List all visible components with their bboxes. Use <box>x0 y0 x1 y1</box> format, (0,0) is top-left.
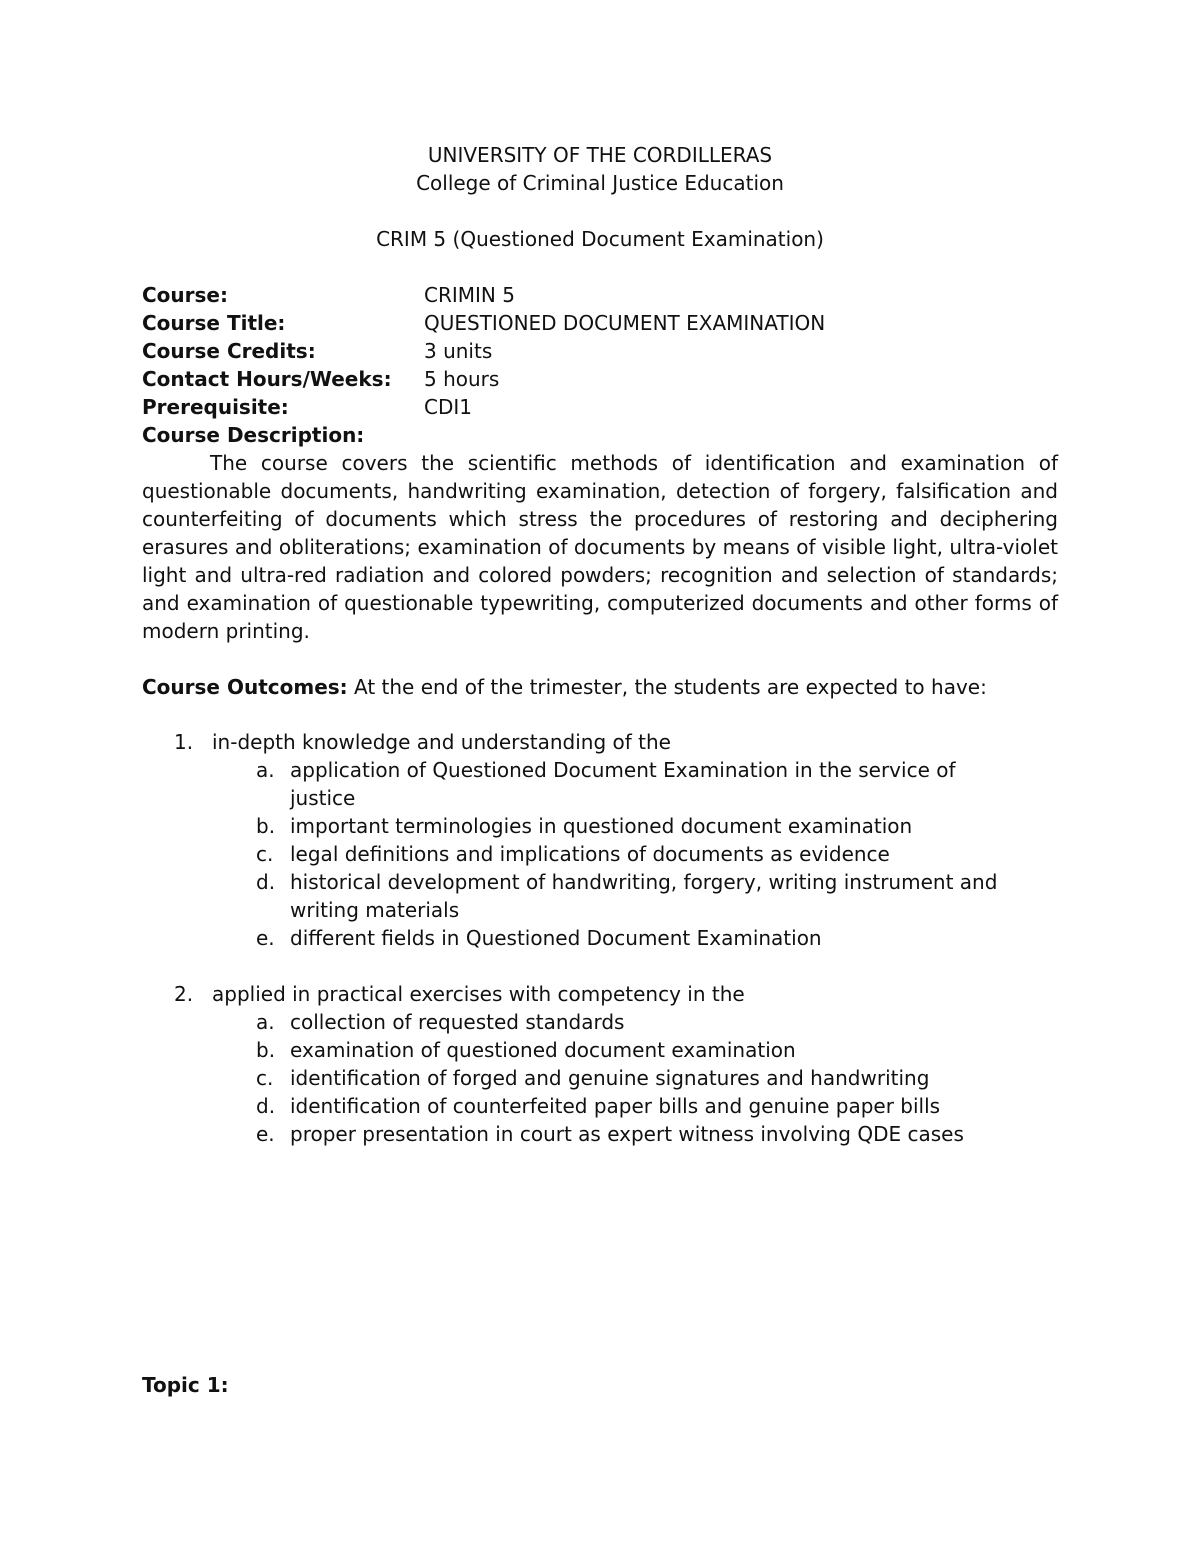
list-item-letter: e. <box>256 926 275 950</box>
college-name: College of Criminal Justice Education <box>416 171 784 195</box>
list-item <box>174 1036 1020 1064</box>
list-item-letter: e. <box>256 1122 275 1146</box>
prerequisite-label: Prerequisite: <box>142 395 289 419</box>
list-item-text: legal definitions and implications of documents as evidence <box>290 842 890 866</box>
list-item-text: important terminologies in questioned document examination <box>290 814 913 838</box>
outcome-heading <box>174 980 1020 1008</box>
list-item <box>174 1064 1020 1092</box>
list-item <box>174 924 1020 952</box>
list-item-text: proper presentation in court as expert witness involving QDE cases <box>290 1122 964 1146</box>
list-item-letter: a. <box>256 758 275 782</box>
course-credits-label: Course Credits: <box>142 339 316 363</box>
course-value: CRIMIN 5 <box>424 283 515 307</box>
outcome-sublist <box>174 1008 1020 1148</box>
list-item-text: historical development of handwriting, forgery, writing instrument and writing materials <box>290 870 998 922</box>
course-outcomes-intro <box>142 673 987 701</box>
contact-hours-value: 5 hours <box>424 367 500 391</box>
list-item-letter: c. <box>256 842 274 866</box>
course-description-text: The course covers the scientific methods of identification and examination of questionable documents, handwriting examination, detection of forgery, falsification and counterfeiting of documents which stress the procedures of restoring and deciphering erasures and obliterations; examination of documents by means of visible light, ultra-violet light and ultra-red radiation and colored powders; recognition and selection of standards; and examination of questionable typewriting, computerized documents and other forms of modern printing. <box>142 451 1058 643</box>
list-item-letter: c. <box>256 1066 274 1090</box>
course-label: Course: <box>142 283 228 307</box>
list-item <box>174 1008 1020 1036</box>
outcome-item <box>174 980 1020 1148</box>
outcome-text: applied in practical exercises with competency in the <box>212 982 745 1006</box>
course-outcomes-intro-text: At the end of the trimester, the students are expected to have: <box>347 675 987 699</box>
course-title-label: Course Title: <box>142 311 286 335</box>
list-item-text: different fields in Questioned Document Examination <box>290 926 822 950</box>
list-item-letter: d. <box>256 870 276 894</box>
list-item <box>174 812 1020 840</box>
outcome-text: in-depth knowledge and understanding of the <box>212 730 671 754</box>
course-heading: CRIM 5 (Questioned Document Examination) <box>376 227 824 251</box>
course-description-label: Course Description: <box>142 423 365 447</box>
list-item <box>174 868 1020 924</box>
course-outcomes-label: Course Outcomes: <box>142 675 348 699</box>
list-item <box>174 840 1020 868</box>
university-name: UNIVERSITY OF THE CORDILLERAS <box>427 143 773 167</box>
course-credits-value: 3 units <box>424 339 493 363</box>
topic-heading: Topic 1: <box>142 1373 229 1397</box>
list-item-letter: a. <box>256 1010 275 1034</box>
outcome-number: 1. <box>174 730 194 754</box>
outcome-heading <box>174 728 1020 756</box>
list-item-letter: b. <box>256 1038 276 1062</box>
outcome-sublist <box>174 756 1020 952</box>
outcome-number: 2. <box>174 982 194 1006</box>
outcome-item <box>174 728 1020 952</box>
list-item-text: identification of forged and genuine signatures and handwriting <box>290 1066 930 1090</box>
list-item-text: identification of counterfeited paper bills and genuine paper bills <box>290 1094 941 1118</box>
list-item-text: collection of requested standards <box>290 1010 625 1034</box>
list-item-letter: b. <box>256 814 276 838</box>
course-title-value: QUESTIONED DOCUMENT EXAMINATION <box>424 311 826 335</box>
list-item-text: examination of questioned document examination <box>290 1038 796 1062</box>
list-item-text: application of Questioned Document Examination in the service of justice <box>290 758 956 810</box>
list-item <box>174 756 1020 812</box>
prerequisite-value: CDI1 <box>424 395 472 419</box>
list-item <box>174 1120 1020 1148</box>
list-item-letter: d. <box>256 1094 276 1118</box>
contact-hours-label: Contact Hours/Weeks: <box>142 367 392 391</box>
list-item <box>174 1092 1020 1120</box>
